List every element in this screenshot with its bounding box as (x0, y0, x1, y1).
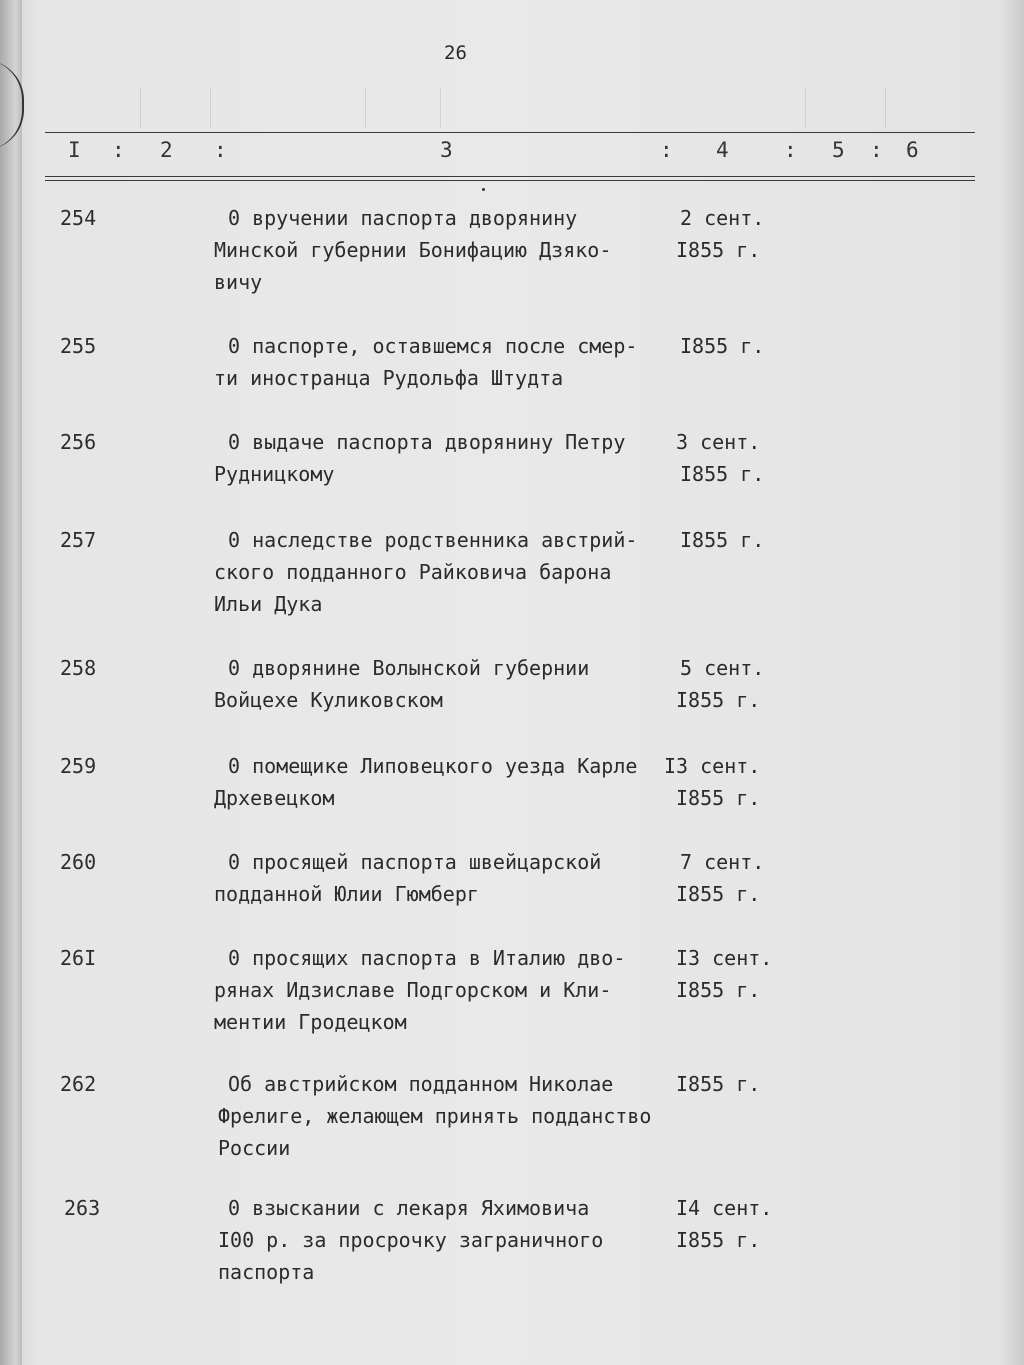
column-separator: : (660, 138, 673, 162)
date-line: 7 сент. (680, 850, 765, 874)
description-line: рянах Идзиславе Подгорском и Кли- (214, 978, 612, 1002)
entry-number: 255 (60, 334, 97, 358)
column-number: 3 (440, 138, 453, 162)
entry-description (214, 524, 637, 620)
entry-number: 26I (60, 946, 97, 970)
entry-number: 263 (64, 1196, 101, 1220)
description-line: Рудницкому (214, 462, 335, 486)
date-line: I855 г. (676, 688, 761, 712)
entry-date (676, 1192, 772, 1256)
description-line: подданной Юлии Гюмберг (214, 882, 479, 906)
date-line: I855 г. (680, 462, 765, 486)
entry-number: 254 (60, 206, 97, 230)
date-line: 2 сент. (680, 206, 765, 230)
date-line: I3 сент. (664, 754, 761, 778)
description-line: Фрелиге, желающем принять подданство (218, 1104, 652, 1128)
entry-date (664, 750, 760, 814)
description-line: 0 вручении паспорта дворянину (228, 206, 578, 230)
entry-description (214, 846, 601, 910)
description-line: вичу (214, 270, 263, 294)
column-number: 4 (716, 138, 729, 162)
entry-date (676, 652, 764, 716)
date-line: I855 г. (676, 1072, 761, 1096)
entry-date (676, 202, 764, 266)
column-separator: : (784, 138, 797, 162)
description-line: 0 наследстве родственника австрий- (228, 528, 638, 552)
description-line: Об австрийском подданном Николае (228, 1072, 614, 1096)
bleed-through-text (230, 310, 779, 332)
entry-description (218, 1192, 603, 1288)
description-line: Минской губернии Бонифацию Дзяко- (214, 238, 612, 262)
entry-description (214, 330, 637, 394)
description-line: I00 р. за просрочку заграничного (218, 1228, 604, 1252)
description-line: 0 просящих паспорта в Италию дво- (228, 946, 626, 970)
date-line: I855 г. (676, 238, 761, 262)
column-number: 6 (906, 138, 919, 162)
entry-date (676, 426, 764, 490)
description-line: ти иностранца Рудольфа Штудта (214, 366, 564, 390)
description-line: 0 помещике Липовецкого уезда Карле (228, 754, 638, 778)
entry-date (676, 1068, 760, 1100)
date-line: I855 г. (680, 334, 765, 358)
entry-number: 259 (60, 754, 97, 778)
entry-description (214, 652, 589, 716)
ink-dot (482, 188, 485, 191)
column-separator: : (112, 138, 125, 162)
description-line: 0 просящей паспорта швейцарской (228, 850, 602, 874)
date-line: I855 г. (676, 978, 761, 1002)
description-line: Войцехе Куликовском (214, 688, 443, 712)
description-line: ментии Гродецком (214, 1010, 407, 1034)
entry-date (680, 524, 764, 556)
column-number: I (68, 138, 81, 162)
entry-number: 256 (60, 430, 97, 454)
description-line: 0 взыскании с лекаря Яхимовича (228, 1196, 590, 1220)
date-line: I855 г. (676, 1228, 761, 1252)
entry-date (676, 942, 772, 1006)
description-line: 0 выдаче паспорта дворянину Петру (228, 430, 626, 454)
entry-description (218, 1068, 651, 1164)
column-separator: : (214, 138, 227, 162)
entry-date (680, 330, 764, 362)
entry-number: 260 (60, 850, 97, 874)
entry-description (214, 202, 611, 298)
page-number: 26 (444, 42, 467, 64)
header-bottom-rule (45, 176, 975, 177)
date-line: I4 сент. (676, 1196, 773, 1220)
entry-number: 258 (60, 656, 97, 680)
description-line: Дрхевецком (214, 786, 335, 810)
entry-number: 262 (60, 1072, 97, 1096)
entry-number: 257 (60, 528, 97, 552)
date-line: I855 г. (676, 786, 761, 810)
description-line: ского подданного Райковича барона (214, 560, 612, 584)
description-line: 0 паспорте, оставшемся после смер- (228, 334, 638, 358)
date-line: 3 сент. (676, 430, 761, 454)
description-line: России (218, 1136, 291, 1160)
entry-description (214, 750, 637, 814)
description-line: паспорта (218, 1260, 315, 1284)
previous-page-edge (0, 0, 22, 1365)
description-line: 0 дворянине Волынской губернии (228, 656, 590, 680)
column-number: 2 (160, 138, 173, 162)
header-bottom-rule-double (45, 180, 975, 181)
entry-date (676, 846, 764, 910)
column-separator: : (870, 138, 883, 162)
column-number: 5 (832, 138, 845, 162)
bleed-through-header (45, 88, 975, 128)
header-top-rule (45, 132, 975, 133)
date-line: 5 сент. (680, 656, 765, 680)
entry-description (214, 426, 625, 490)
date-line: I855 г. (680, 528, 765, 552)
date-line: I3 сент. (676, 946, 773, 970)
description-line: Ильи Дука (214, 592, 323, 616)
date-line: I855 г. (676, 882, 761, 906)
entry-description (214, 942, 625, 1038)
